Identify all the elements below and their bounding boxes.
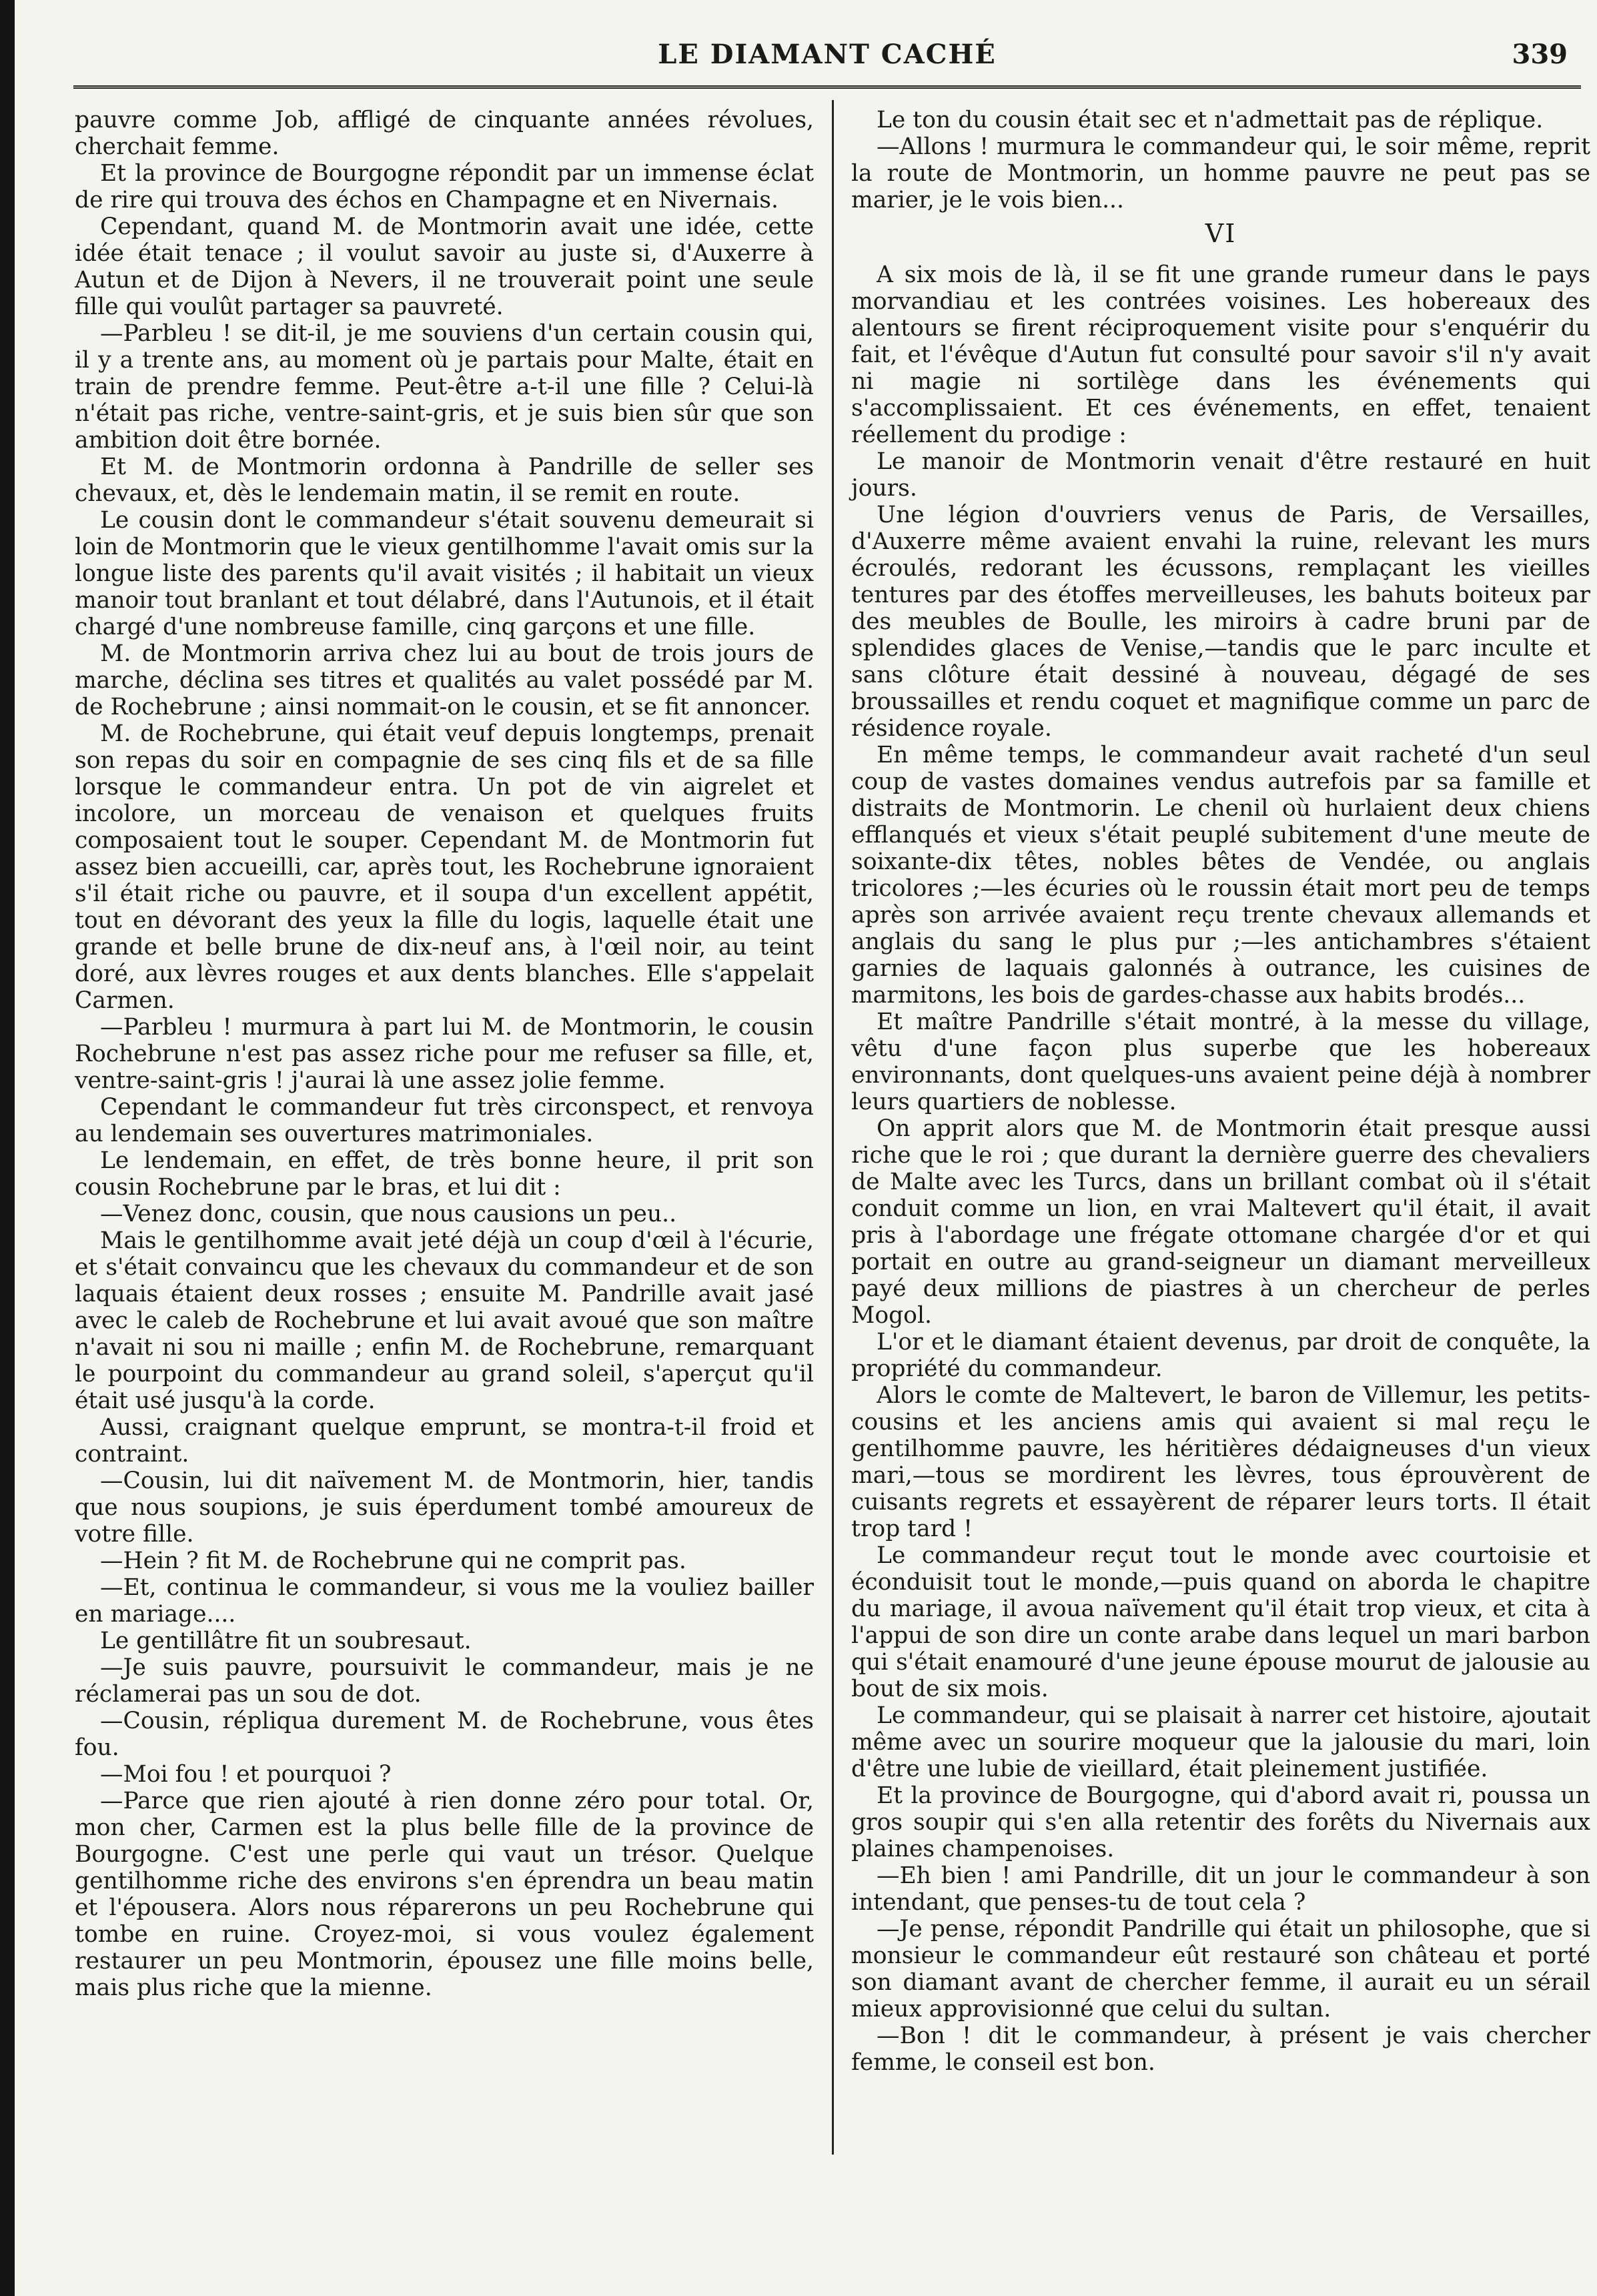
paragraph: pauvre comme Job, affligé de cinquante années révolues, cherchait femme. xyxy=(75,107,814,160)
paragraph: —Hein ? fit M. de Rochebrune qui ne comprit pas. xyxy=(100,1548,686,1574)
paragraph: A six mois de là, il se fit une grande rumeur dans le pays morvandiau et les contrées voisines. Les hobereaux des alentours se firent réciproquement visite pour s'enquérir du fait, et l'évêque d'Autun fut consulté pour savoir s'il n'y avait ni magie ni sortilège dans les événements qui s'accomplissaient. Et ces événements, en effet, tenaient réellement du prodige : xyxy=(851,261,1590,448)
page-spine xyxy=(0,0,15,2296)
paragraph: —Et, continua le commandeur, si vous me la vouliez bailler en mariage.... xyxy=(75,1574,814,1628)
paragraph: —Parbleu ! se dit-il, je me souviens d'un certain cousin qui, il y a trente ans, au moment où je partais pour Malte, était en train de prendre femme. Peut-être a-t-il une fille ? Celui-là n'était pas riche, ventre-saint-gris, et je suis bien sûr que son ambition doit être bornée. xyxy=(75,320,814,454)
paragraph: Et M. de Montmorin ordonna à Pandrille de seller ses chevaux, et, dès le lendemain matin, il se remit en route. xyxy=(75,454,814,507)
paragraph: Une légion d'ouvriers venus de Paris, de Versailles, d'Auxerre même avaient envahi la ruine, relevant les murs écroulés, redorant les écussons, remplaçant les vieilles tentures par des étoffes merveilleuses, les bahuts boiteux par des meubles de Boulle, les miroirs à cadre bruni par de splendides glaces de Venise,—tandis que le parc inculte et sans clôture était dessiné à nouveau, dégagé de ses broussailles et rendu coquet et magnifique comme un parc de résidence royale. xyxy=(851,502,1590,742)
paragraph: Et la province de Bourgogne, qui d'abord avait ri, poussa un gros soupir qui s'en alla retentir des forêts du Nivernais aux plaines champenoises. xyxy=(851,1782,1590,1862)
paragraph: Le cousin dont le commandeur s'était souvenu demeurait si loin de Montmorin que le vieux gentilhomme l'avait omis sur la longue liste des parents qu'il avait visités ; il habitait un vieux manoir tout branlant et tout délabré, dans l'Autunois, et il était chargé d'une nombreuse famille, cinq garçons et une fille. xyxy=(75,507,814,640)
paragraph: Cependant, quand M. de Montmorin avait une idée, cette idée était tenace ; il voulut savoir au juste si, d'Auxerre à Autun et de Dijon à Nevers, il ne trouverait point une seule fille qui voulût partager sa pauvreté. xyxy=(75,213,814,320)
running-title: LE DIAMANT CACHÉ xyxy=(658,39,997,70)
paragraph: Le gentillâtre fit un soubresaut. xyxy=(100,1628,472,1654)
right-column xyxy=(851,107,1590,2076)
paragraph: M. de Rochebrune, qui était veuf depuis longtemps, prenait son repas du soir en compagnie de ses cinq fils et de sa fille lorsque le commandeur entra. Un pot de vin aigrelet et incolore, un morceau de venaison et quelques fruits composaient tout le souper. Cependant M. de Montmorin fut assez bien accueilli, car, après tout, les Rochebrune ignoraient s'il était riche ou pauvre, et il soupa d'un excellent appétit, tout en dévorant des yeux la fille du logis, laquelle était une grande et belle brune de dix-neuf ans, à l'œil noir, au teint doré, aux lèvres rouges et aux dents blanches. Elle s'appelait Carmen. xyxy=(75,720,814,1014)
paragraph: —Allons ! murmura le commandeur qui, le soir même, reprit la route de Montmorin, un homme pauvre ne peut pas se marier, je le vois bien... xyxy=(851,133,1590,213)
paragraph: M. de Montmorin arriva chez lui au bout de trois jours de marche, déclina ses titres et qualités au valet possédé par M. de Rochebrune ; ainsi nommait-on le cousin, et se fit annoncer. xyxy=(75,640,814,720)
paragraph: —Parbleu ! murmura à part lui M. de Montmorin, le cousin Rochebrune n'est pas assez riche pour me refuser sa fille, et, ventre-saint-gris ! j'aurai là une assez jolie femme. xyxy=(75,1014,814,1094)
paragraph: —Je suis pauvre, poursuivit le commandeur, mais je ne réclamerai pas un sou de dot. xyxy=(75,1654,814,1708)
paragraph: —Cousin, lui dit naïvement M. de Montmorin, hier, tandis que nous soupions, je suis éperdument tombé amoureux de votre fille. xyxy=(75,1468,814,1548)
paragraph: Et la province de Bourgogne répondit par un immense éclat de rire qui trouva des échos en Champagne et en Nivernais. xyxy=(75,160,814,213)
paragraph: Le manoir de Montmorin venait d'être restauré en huit jours. xyxy=(851,448,1590,502)
paragraph: L'or et le diamant étaient devenus, par droit de conquête, la propriété du commandeur. xyxy=(851,1329,1590,1382)
paragraph: En même temps, le commandeur avait racheté d'un seul coup de vastes domaines vendus autrefois par sa famille et distraits de Montmorin. Le chenil où hurlaient deux chiens efflanqués et vieux s'était peuplé subitement d'une meute de soixante-dix têtes, nobles bêtes de Vendée, ou anglais tricolores ;—les écuries où le roussin était mort peu de temps après son arrivée avaient reçu trente chevaux allemands et anglais du sang le plus pur ;—les antichambres s'étaient garnies de laquais galonnés à outrance, les cuisines de marmitons, les bois de gardes-chasse aux habits brodés... xyxy=(851,742,1590,1009)
page-number: 339 xyxy=(1512,39,1568,70)
paragraph: —Je pense, répondit Pandrille qui était un philosophe, que si monsieur le commandeur eût restauré son château et porté son diamant avant de chercher femme, il aurait eu un sérail mieux approvisionné que celui du sultan. xyxy=(851,1916,1590,2023)
section-heading: VI xyxy=(1205,219,1237,248)
paragraph: —Moi fou ! et pourquoi ? xyxy=(100,1761,392,1788)
paragraph: Et maître Pandrille s'était montré, à la messe du village, vêtu d'une façon plus superbe que les hobereaux environnants, dont quelques-uns avaient peine déjà à nombrer leurs quartiers de noblesse. xyxy=(851,1009,1590,1115)
paragraph: Le ton du cousin était sec et n'admettait pas de réplique. xyxy=(877,107,1544,133)
header-rule xyxy=(73,85,1581,89)
paragraph: Mais le gentilhomme avait jeté déjà un coup d'œil à l'écurie, et s'était convaincu que les chevaux du commandeur et de son laquais étaient deux rosses ; ensuite M. Pandrille avait jasé avec le caleb de Rochebrune et lui avait avoué que son maître n'avait ni sou ni maille ; enfin M. de Rochebrune, remarquant le pourpoint du commandeur au grand soleil, s'aperçut qu'il était usé jusqu'à la corde. xyxy=(75,1227,814,1414)
paragraph: —Venez donc, cousin, que nous causions un peu.. xyxy=(100,1201,677,1227)
page-header xyxy=(73,39,1581,85)
paragraph: —Cousin, répliqua durement M. de Rochebrune, vous êtes fou. xyxy=(75,1708,814,1761)
paragraph: Alors le comte de Maltevert, le baron de Villemur, les petits-cousins et les anciens amis qui avaient si mal reçu le gentilhomme pauvre, les héritières dédaigneuses d'un vieux mari,—tous se mordirent les lèvres, tous éprouvèrent de cuisants regrets et essayèrent de réparer leurs torts. Il était trop tard ! xyxy=(851,1382,1590,1542)
paragraph: Le lendemain, en effet, de très bonne heure, il prit son cousin Rochebrune par le bras, et lui dit : xyxy=(75,1147,814,1201)
left-column xyxy=(75,107,814,2001)
paragraph: —Bon ! dit le commandeur, à présent je vais chercher femme, le conseil est bon. xyxy=(851,2023,1590,2076)
paragraph: —Eh bien ! ami Pandrille, dit un jour le commandeur à son intendant, que penses-tu de tout cela ? xyxy=(851,1862,1590,1916)
column-divider xyxy=(832,100,834,2155)
paragraph: Aussi, craignant quelque emprunt, se montra-t-il froid et contraint. xyxy=(75,1414,814,1468)
paragraph: —Parce que rien ajouté à rien donne zéro pour total. Or, mon cher, Carmen est la plus belle fille de la province de Bourgogne. C'est une perle qui vaut un trésor. Quelque gentilhomme riche des environs s'en éprendra un beau matin et l'épousera. Alors nous réparerons un peu Rochebrune qui tombe en ruine. Croyez-moi, si vous voulez également restaurer un peu Montmorin, épousez une fille moins belle, mais plus riche que la mienne. xyxy=(75,1788,814,2001)
paragraph: Le commandeur, qui se plaisait à narrer cet histoire, ajoutait même avec un sourire moqueur que la jalousie du mari, loin d'être une lubie de vieillard, était pleinement justifiée. xyxy=(851,1702,1590,1782)
paragraph: Le commandeur reçut tout le monde avec courtoisie et éconduisit tout le monde,—puis quand on aborda le chapitre du mariage, il avoua naïvement qu'il était trop vieux, et cita à l'appui de son dire un conte arabe dans lequel un mari barbon qui s'était enamouré d'une jeune épouse mourut de jalousie au bout de six mois. xyxy=(851,1542,1590,1702)
paragraph: On apprit alors que M. de Montmorin était presque aussi riche que le roi ; que durant la dernière guerre des chevaliers de Malte avec les Turcs, dans un brillant combat où il s'était conduit comme un lion, en vrai Maltevert qu'il était, il avait pris à l'abordage une frégate ottomane chargée d'or et qui portait en outre au grand-seigneur un diamant merveilleux payé deux millions de piastres à un chercheur de perles Mogol. xyxy=(851,1115,1590,1329)
paragraph: Cependant le commandeur fut très circonspect, et renvoya au lendemain ses ouvertures matrimoniales. xyxy=(75,1094,814,1147)
